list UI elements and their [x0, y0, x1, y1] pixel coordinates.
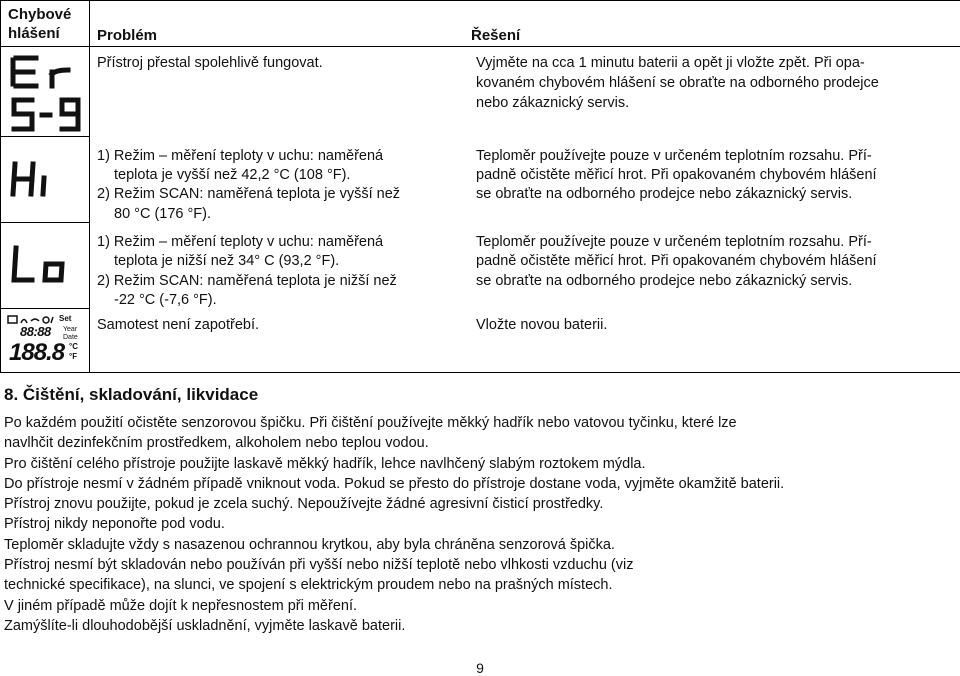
table-row-rule-3	[0, 308, 90, 309]
row1-problem: Přístroj přestal spolehlivě fungovat.	[97, 55, 323, 71]
row2-solution-line: Teploměr používejte pouze v určeném teplotním rozsahu. Pří-	[476, 148, 872, 164]
lcd-date-label: Date	[63, 334, 78, 341]
lcd-display-all-segments	[7, 315, 85, 367]
body-line: V jiném případě může dojít k nepřesnostem při měření.	[4, 597, 357, 614]
row3-solution-line: se obraťte na odborného prodejce nebo zákaznický servis.	[476, 273, 853, 289]
table-left-border	[0, 0, 1, 373]
body-line: Zamýšlíte-li dlouhodobější uskladnění, vyjměte laskavě baterii.	[4, 617, 406, 634]
row2-solution-line: padně očistěte měřicí hrot. Při opakovaném chybovém hlášení	[476, 167, 877, 183]
section-body	[4, 413, 954, 636]
table-bottom-rule	[0, 372, 960, 373]
lcd-set-label: Set	[59, 314, 72, 323]
row2-solution-line: se obraťte na odborného prodejce nebo zákaznický servis.	[476, 186, 853, 202]
error-code-hi-icon	[8, 160, 58, 200]
body-line: Pro čištění celého přístroje použijte laskavě měkký hadřík, lehce navlhčený slabým roztokem mýdla.	[4, 455, 646, 472]
table-top-rule	[0, 0, 960, 1]
lcd-big-digits: 188.8	[9, 339, 65, 366]
row2-problem-line: 1) Režim – měření teploty v uchu: naměřená	[97, 148, 384, 164]
row3-problem-line: teplota je nižší než 34° C (93,2 °F).	[114, 253, 340, 269]
row3-solution-line: padně očistěte měřicí hrot. Při opakovaném chybovém hlášení	[476, 253, 877, 269]
body-line: Po každém použití očistěte senzorovou špičku. Při čištění používejte měkký hadřík nebo vatovou tyčinku, které lze	[4, 415, 737, 431]
row2-problem-line: teplota je vyšší než 42,2 °C (108 °F).	[114, 167, 351, 183]
lcd-small-digits: 88:88	[20, 324, 51, 339]
body-line: Přístroj nesmí být skladován nebo používán při vyšší nebo nižší teplotě nebo vlhkosti vzduchu (viz	[4, 557, 634, 574]
header-solution: Řešení	[471, 27, 521, 44]
table-row-rule-2	[0, 222, 90, 223]
page-number: 9	[476, 660, 484, 676]
header-error-code: Chybové hlášení	[8, 6, 72, 42]
section-heading: 8. Čištění, skladování, likvidace	[4, 385, 259, 404]
row3-problem-line: -22 °C (-7,6 °F).	[114, 292, 217, 308]
body-line: navlhčit dezinfekčním prostředkem, alkoholem nebo teplou vodou.	[4, 435, 429, 452]
row2-problem-line: 2) Režim SCAN: naměřená teplota je vyšší než	[97, 186, 401, 202]
error-code-er-icon	[8, 54, 78, 90]
row2-problem-line: 80 °C (176 °F).	[114, 206, 212, 222]
error-code-lo-icon	[8, 244, 70, 286]
table-header-rule	[0, 46, 960, 47]
lcd-unit-celsius: °C	[69, 342, 78, 351]
row4-problem: Samotest není zapotřebí.	[97, 317, 260, 333]
body-line: Teploměr skladujte vždy s nasazenou ochrannou krytkou, aby byla chráněna senzorová špička.	[4, 536, 615, 553]
table-code-column-border	[89, 0, 90, 373]
row1-solution-line: Vyjměte na cca 1 minutu baterii a opět ji vložte zpět. Při opa-	[476, 55, 865, 71]
row4-solution: Vložte novou baterii.	[476, 317, 608, 333]
row3-problem-line: 2) Režim SCAN: naměřená teplota je nižší než	[97, 273, 397, 289]
row1-solution-line: kovaném chybovém hlášení se obraťte na odborného prodejce	[476, 75, 879, 91]
error-code-5-9-icon	[8, 96, 84, 134]
lcd-year-label: Year	[63, 326, 78, 333]
table-row-rule-1	[0, 136, 90, 137]
row3-solution-line: Teploměr používejte pouze v určeném teplotním rozsahu. Pří-	[476, 234, 872, 250]
body-line: Přístroj nikdy neponořte pod vodu.	[4, 516, 225, 533]
row3-problem-line: 1) Režim – měření teploty v uchu: naměřená	[97, 234, 384, 250]
body-line: Přístroj znovu použijte, pokud je zcela suchý. Nepoužívejte žádné agresivní čisticí prostředky.	[4, 496, 604, 513]
body-line: Do přístroje nesmí v žádném případě vniknout voda. Pokud se přesto do přístroje dostane voda, vyjměte okamžitě baterii.	[4, 475, 785, 492]
body-line: technické specifikace), na slunci, ve spojení s elektrickým proudem nebo na prašných místech.	[4, 577, 613, 594]
row1-solution-line: nebo zákaznický servis.	[476, 95, 630, 111]
header-problem: Problém	[97, 27, 158, 44]
lcd-unit-fahrenheit: °F	[69, 352, 78, 361]
